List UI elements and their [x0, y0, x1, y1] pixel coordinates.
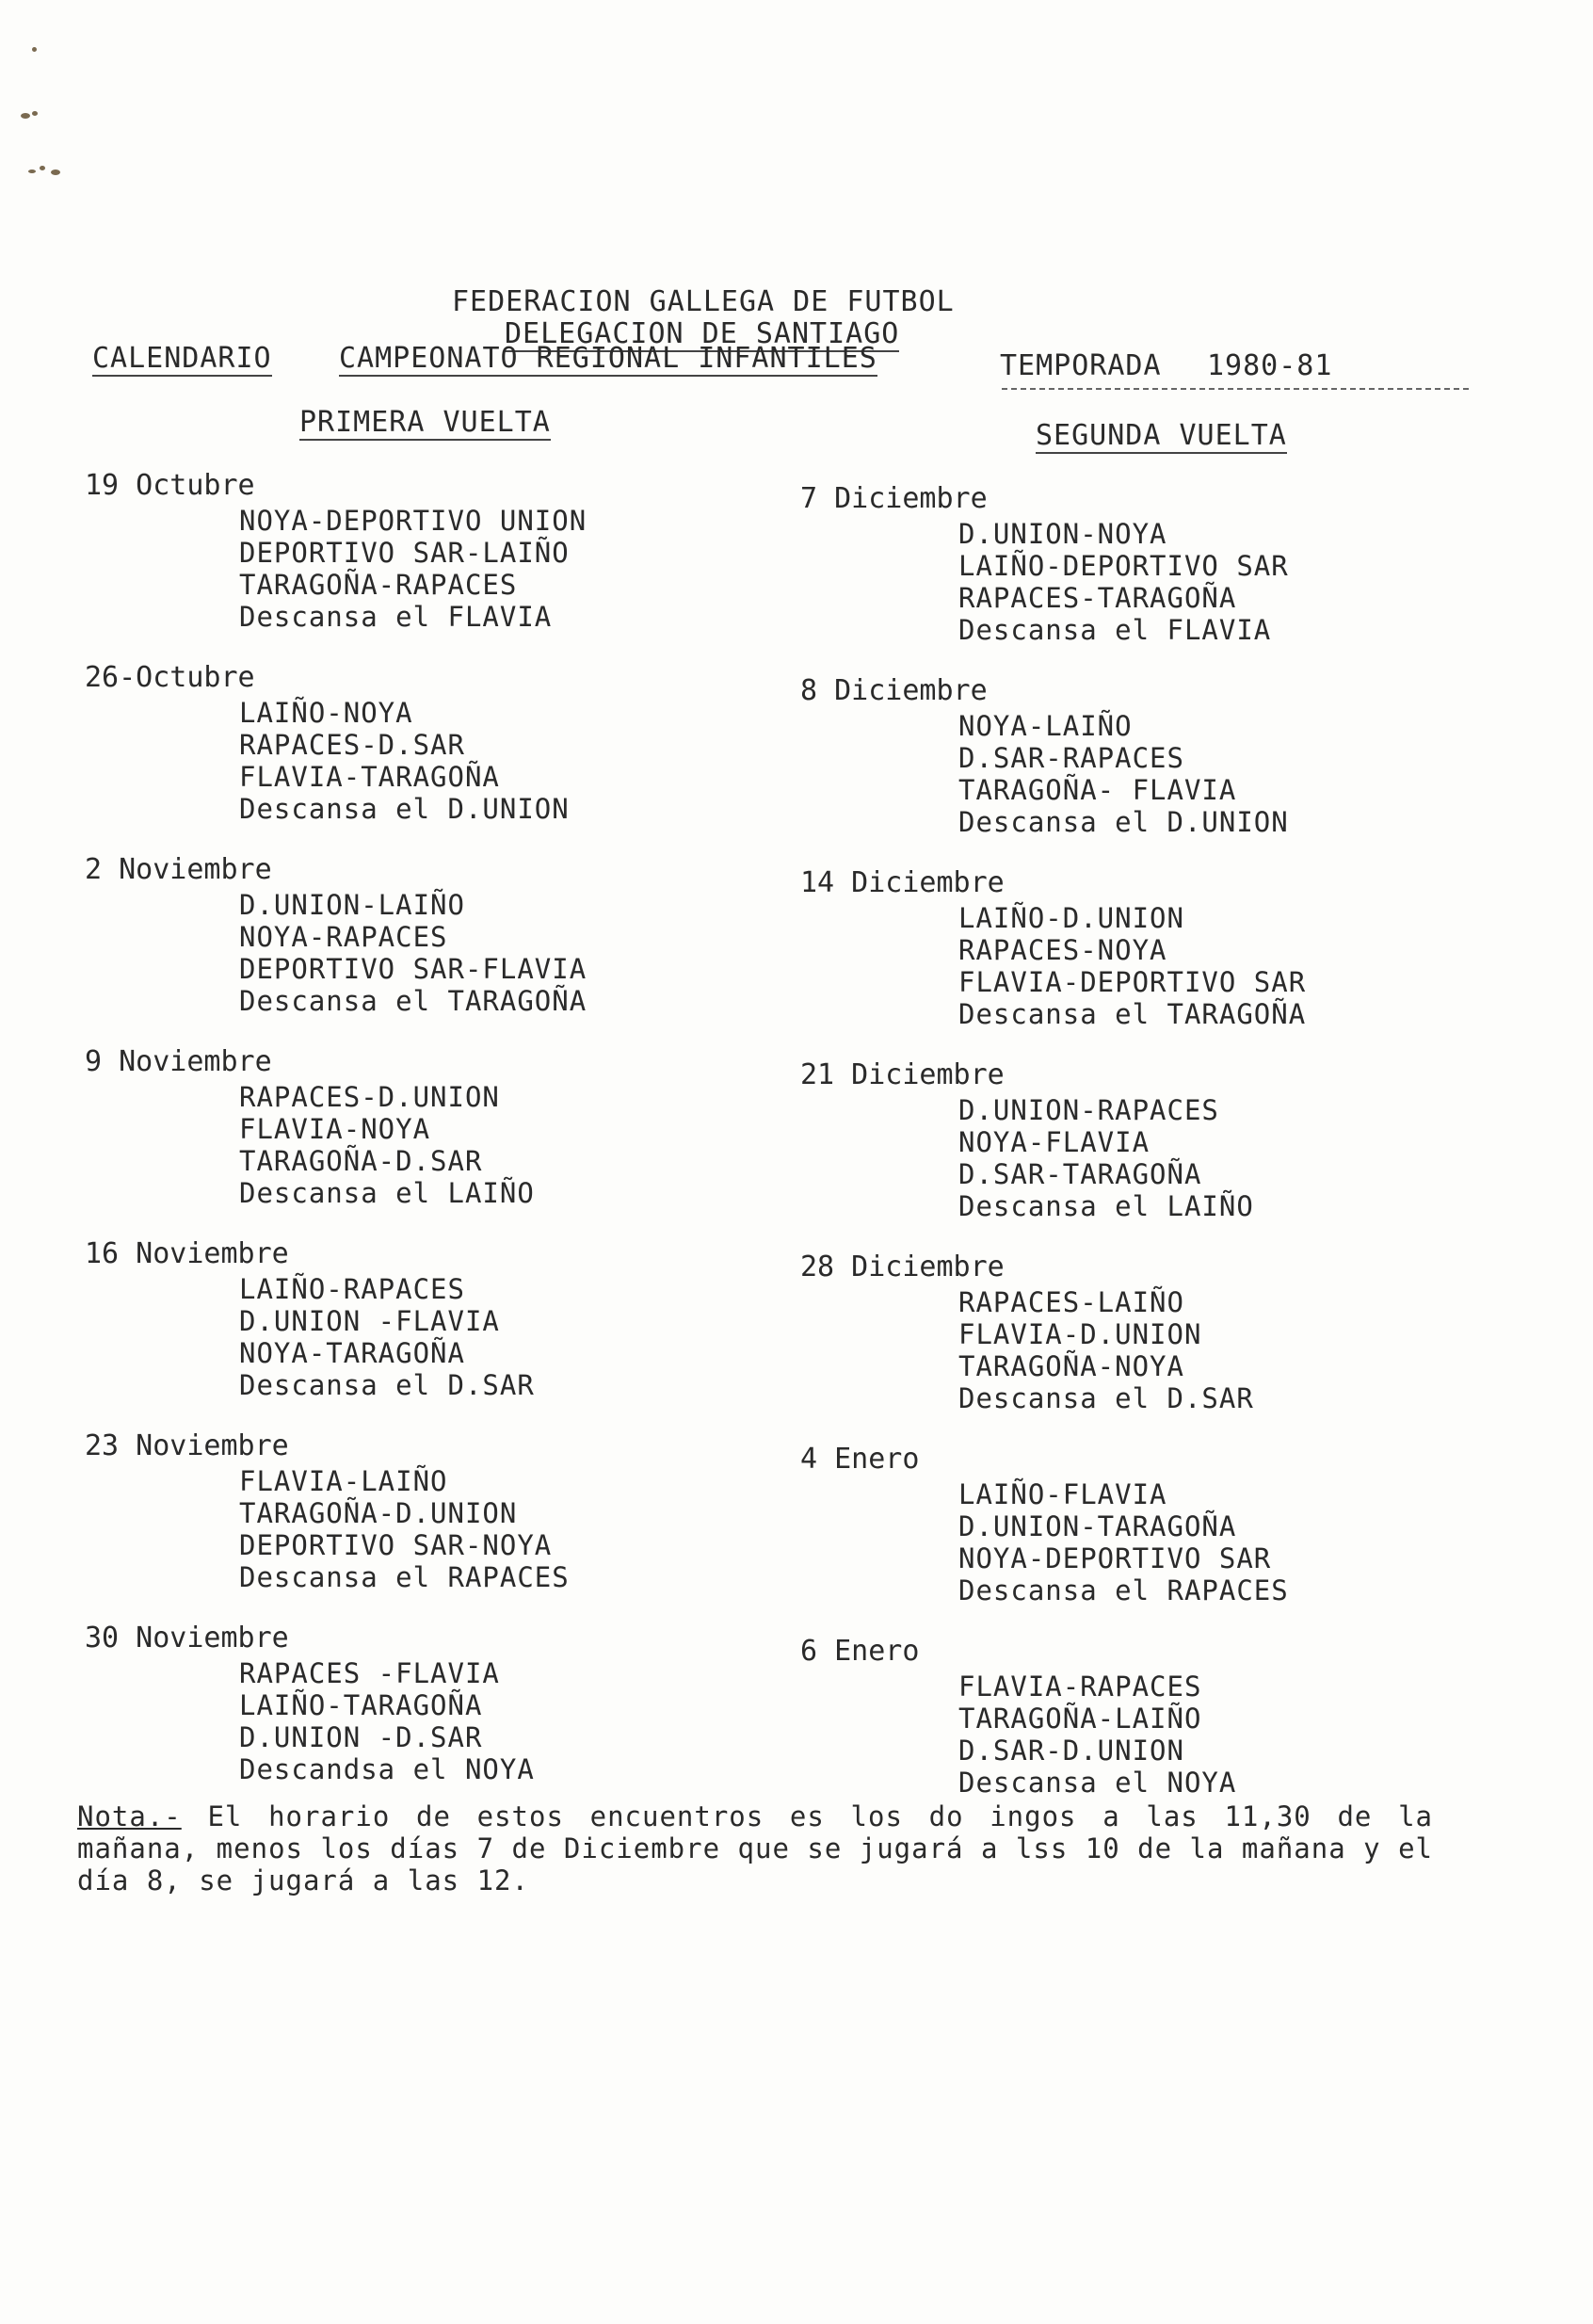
fixture-line: D.UNION-NOYA: [958, 518, 1167, 550]
rest-team-line: Descansa el D.UNION: [958, 806, 1289, 838]
rest-team-line: Descansa el D.UNION: [239, 793, 570, 825]
matchday-date: 2 Noviembre: [85, 853, 272, 886]
matchday-date: 4 Enero: [800, 1443, 920, 1476]
fixture-line: LAIÑO-NOYA: [239, 697, 413, 729]
fixture-line: LAIÑO-FLAVIA: [958, 1478, 1167, 1510]
fixture-line: NOYA-TARAGOÑA: [239, 1337, 465, 1369]
fixture-line: NOYA-LAIÑO: [958, 710, 1133, 742]
first-matchday-6: [85, 1429, 800, 1622]
calendar-label: CALENDARIO: [92, 342, 272, 375]
matchday-date: 6 Enero: [800, 1635, 920, 1668]
matchday-date: 30 Noviembre: [85, 1622, 289, 1654]
fixture-line: RAPACES-D.UNION: [239, 1081, 500, 1113]
second-matchday-6: [800, 1443, 1516, 1635]
fixture-line: NOYA-RAPACES: [239, 921, 448, 953]
federation-title: FEDERACION GALLEGA DE FUTBOL: [452, 285, 955, 318]
rest-team-line: Descansa el TARAGOÑA: [239, 985, 587, 1017]
matchday-date: 23 Noviembre: [85, 1429, 289, 1462]
note-text: El horario de estos encuentros es los do ingos a las 11,30 de la mañana, menos los días 7 de Diciembre que se jugará a lss 10 de la mañana y el día 8, se jugará a las 12.: [77, 1800, 1433, 1896]
note-label: Nota.-: [77, 1800, 182, 1832]
fixture-line: RAPACES-NOYA: [958, 934, 1167, 966]
season-underline: [1002, 388, 1469, 390]
rest-team-line: Descansa el RAPACES: [239, 1561, 570, 1593]
fixture-line: RAPACES-D.SAR: [239, 729, 465, 761]
first-round-column: [85, 469, 800, 1814]
season-value: 1980-81: [1207, 349, 1333, 382]
fixture-line: FLAVIA-NOYA: [239, 1113, 431, 1145]
fixture-line: D.SAR-TARAGOÑA: [958, 1158, 1202, 1190]
fixture-line: TARAGOÑA- FLAVIA: [958, 774, 1237, 806]
rest-team-line: Descansa el FLAVIA: [958, 614, 1272, 646]
fixture-line: LAIÑO-TARAGOÑA: [239, 1689, 483, 1721]
second-matchday-3: [800, 866, 1516, 1058]
fixture-line: FLAVIA-TARAGOÑA: [239, 761, 500, 793]
fixture-line: FLAVIA-LAIÑO: [239, 1465, 448, 1497]
fixture-line: D.UNION -FLAVIA: [239, 1305, 500, 1337]
fixture-line: NOYA-DEPORTIVO UNION: [239, 505, 587, 537]
rest-team-line: Descandsa el NOYA: [239, 1753, 535, 1785]
fixture-line: TARAGOÑA-D.UNION: [239, 1497, 518, 1529]
second-matchday-1: [800, 482, 1516, 674]
fixture-line: DEPORTIVO SAR-LAIÑO: [239, 537, 570, 569]
rest-team-line: Descansa el NOYA: [958, 1767, 1237, 1799]
rest-team-line: Descansa el LAIÑO: [958, 1190, 1254, 1222]
fixture-line: TARAGOÑA-RAPACES: [239, 569, 518, 601]
matchday-date: 21 Diciembre: [800, 1058, 1005, 1091]
matchday-date: 19 Octubre: [85, 469, 255, 502]
schedule-note: [77, 1800, 1433, 1896]
fixture-line: D.UNION-RAPACES: [958, 1094, 1219, 1126]
rest-team-line: Descansa el TARAGOÑA: [958, 998, 1307, 1030]
second-round-column: [800, 482, 1516, 1827]
fixture-line: FLAVIA-D.UNION: [958, 1318, 1202, 1350]
fixture-line: LAIÑO-DEPORTIVO SAR: [958, 550, 1289, 582]
first-matchday-1: [85, 469, 800, 661]
first-matchday-2: [85, 661, 800, 853]
matchday-date: 8 Diciembre: [800, 674, 988, 707]
fixture-line: D.UNION-TARAGOÑA: [958, 1510, 1237, 1542]
second-matchday-4: [800, 1058, 1516, 1251]
fixture-line: RAPACES -FLAVIA: [239, 1657, 500, 1689]
season-label: TEMPORADA: [1000, 349, 1162, 382]
rest-team-line: Descansa el FLAVIA: [239, 601, 553, 633]
fixture-line: D.SAR-RAPACES: [958, 742, 1184, 774]
first-round-title: PRIMERA VUELTA: [299, 406, 551, 439]
second-matchday-5: [800, 1251, 1516, 1443]
matchday-date: 28 Diciembre: [800, 1251, 1005, 1283]
rest-team-line: Descansa el D.SAR: [958, 1382, 1254, 1414]
rest-team-line: Descansa el RAPACES: [958, 1574, 1289, 1606]
fixture-line: NOYA-FLAVIA: [958, 1126, 1150, 1158]
fixture-line: FLAVIA-RAPACES: [958, 1670, 1202, 1703]
matchday-date: 16 Noviembre: [85, 1237, 289, 1270]
matchday-date: 14 Diciembre: [800, 866, 1005, 899]
fixture-line: D.UNION-LAIÑO: [239, 889, 465, 921]
second-matchday-7: [800, 1635, 1516, 1827]
delegation-title: DELEGACION DE SANTIAGO: [505, 317, 900, 350]
fixture-line: NOYA-DEPORTIVO SAR: [958, 1542, 1272, 1574]
matchday-date: 9 Noviembre: [85, 1045, 272, 1078]
second-round-title: SEGUNDA VUELTA: [1036, 419, 1287, 452]
fixture-line: D.SAR-D.UNION: [958, 1735, 1184, 1767]
first-matchday-7: [85, 1622, 800, 1814]
fixture-line: LAIÑO-D.UNION: [958, 902, 1184, 934]
fixture-line: LAIÑO-RAPACES: [239, 1273, 465, 1305]
fixture-line: DEPORTIVO SAR-FLAVIA: [239, 953, 587, 985]
fixture-line: FLAVIA-DEPORTIVO SAR: [958, 966, 1307, 998]
matchday-date: 26-Octubre: [85, 661, 255, 694]
fixture-line: RAPACES-LAIÑO: [958, 1286, 1184, 1318]
rest-team-line: Descansa el LAIÑO: [239, 1177, 535, 1209]
fixture-line: TARAGOÑA-NOYA: [958, 1350, 1184, 1382]
fixture-line: TARAGOÑA-D.SAR: [239, 1145, 483, 1177]
fixture-line: RAPACES-TARAGOÑA: [958, 582, 1237, 614]
fixture-line: D.UNION -D.SAR: [239, 1721, 483, 1753]
fixture-line: DEPORTIVO SAR-NOYA: [239, 1529, 553, 1561]
fixture-line: TARAGOÑA-LAIÑO: [958, 1703, 1202, 1735]
championship-title: CAMPEONATO REGIONAL INFANTILES: [339, 342, 877, 375]
first-matchday-3: [85, 853, 800, 1045]
first-matchday-4: [85, 1045, 800, 1237]
second-matchday-2: [800, 674, 1516, 866]
matchday-date: 7 Diciembre: [800, 482, 988, 515]
first-matchday-5: [85, 1237, 800, 1429]
rest-team-line: Descansa el D.SAR: [239, 1369, 535, 1401]
